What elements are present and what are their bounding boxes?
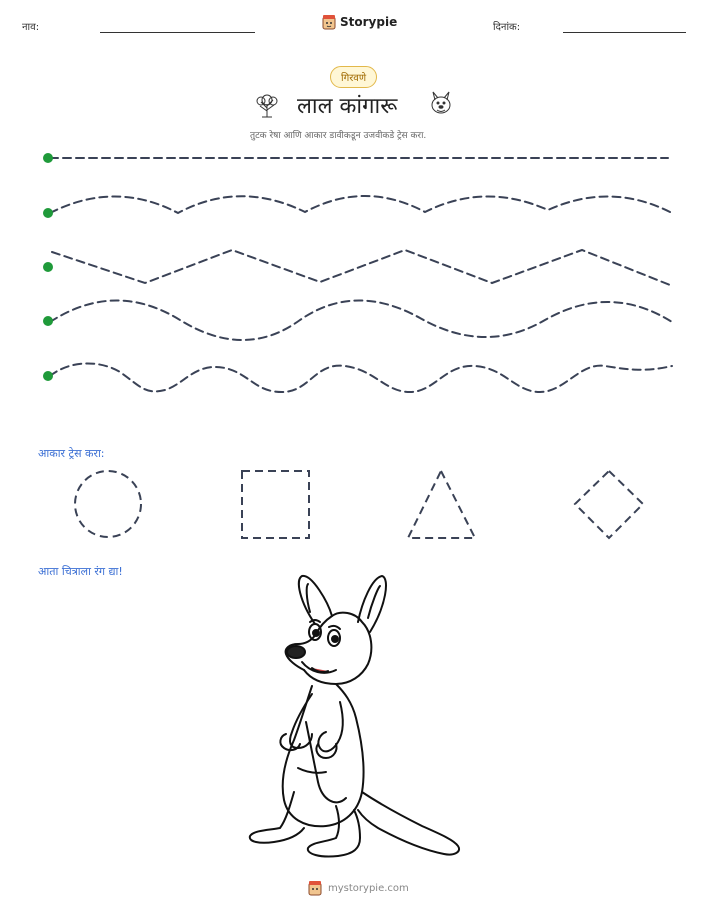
trace-line-zigzag: [52, 250, 670, 285]
footer: [308, 880, 409, 896]
trace-line-gentle-wave: [50, 196, 670, 213]
name-label: नाव:: [22, 22, 40, 33]
trace-line-bumpy-wave: [50, 363, 672, 392]
badge: गिरवणे: [330, 66, 377, 88]
trace-shape-square: [242, 471, 309, 538]
brand-name: Storypie: [340, 15, 398, 29]
trace-lines-area: [0, 0, 709, 400]
storypie-mascot-icon: [308, 880, 322, 896]
trace-shape-triangle: [408, 471, 475, 538]
start-dot: [43, 316, 53, 326]
instruction-text: तुटक रेषा आणि आकार डावीकडून उजवीकडे ट्रेस करा.: [250, 131, 427, 141]
start-dot: [43, 153, 53, 163]
trace-line-smooth-wave: [50, 300, 672, 340]
trace-shape-diamond: [575, 471, 643, 538]
start-dot: [43, 262, 53, 272]
kangaroo-coloring-picture: [240, 572, 465, 864]
page-title: लाल कांगारू: [297, 94, 398, 119]
start-dot: [43, 208, 53, 218]
date-label: दिनांक:: [493, 22, 521, 33]
shapes-area: [0, 462, 709, 552]
shapes-section-label: आकार ट्रेस करा:: [38, 447, 105, 460]
color-section-label: आता चित्राला रंग द्या!: [38, 565, 123, 578]
start-dot: [43, 371, 53, 381]
footer-site[interactable]: mystorypie.com: [328, 882, 409, 894]
trace-shape-circle: [75, 471, 141, 537]
